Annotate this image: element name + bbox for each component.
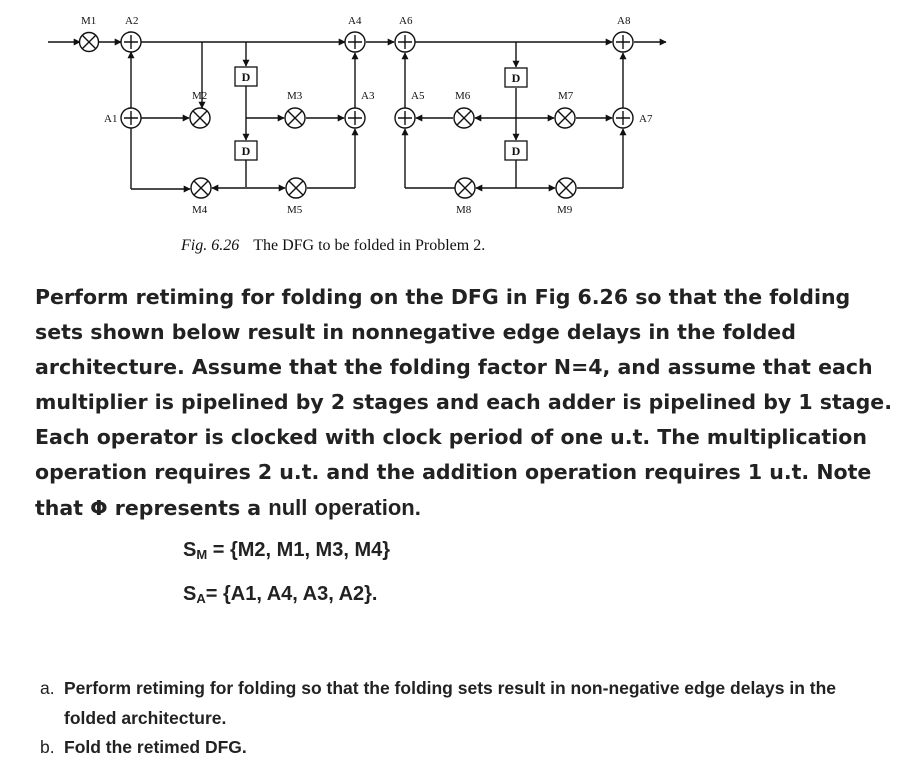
label-m7: M7 — [558, 90, 574, 102]
problem-text: Perform retiming for folding on the DFG in Fig 6.26 so that the folding sets shown below result in nonnegative edge delays in the folded architecture. Assume that the folding factor N=4, and assume that each multiplier is pipelined by 2 stages and each adder is pipelined by 1 stage. Each operator is clocked with clock period of one u.t. The multiplication operation requires 2 u.t. and the addition operation requires 1 u.t. Note that — [35, 285, 892, 520]
set-letter: S — [183, 583, 197, 605]
problem-text-end: represents a — [114, 496, 262, 520]
multiplier-node-m3 — [285, 108, 305, 128]
multiplier-node-m9 — [556, 178, 576, 198]
set-letter: S — [183, 539, 197, 561]
task-text: Perform retiming for folding so that the folding sets result in non-negative edge delays in the — [64, 678, 837, 698]
multiplier-node-m8 — [455, 178, 475, 198]
label-a1: A1 — [104, 113, 118, 125]
label-a4: A4 — [348, 15, 362, 27]
svg-text:D: D — [241, 70, 251, 84]
label-m4: M4 — [192, 204, 208, 216]
multiplier-node-m5 — [286, 178, 306, 198]
label-m3: M3 — [287, 90, 303, 102]
adder-node-a3 — [345, 108, 365, 128]
svg-text:D: D — [511, 144, 521, 158]
problem-statement — [35, 280, 900, 526]
adder-node-a7 — [613, 108, 633, 128]
dfg-diagram — [0, 0, 910, 230]
label-m2: M2 — [192, 90, 208, 102]
delay-box — [505, 68, 527, 87]
folding-set-multipliers — [183, 539, 390, 562]
folding-set-adders — [183, 583, 377, 606]
operation-word: operation. — [314, 495, 421, 520]
label-m1: M1 — [81, 15, 97, 27]
adder-node-a2 — [121, 32, 141, 52]
task-list — [40, 674, 905, 763]
adder-node-a4 — [345, 32, 365, 52]
label-m6: M6 — [455, 90, 471, 102]
null-word: null — [268, 495, 308, 520]
adder-node-a1 — [121, 108, 141, 128]
task-item — [40, 674, 905, 733]
multiplier-node-m2 — [190, 108, 210, 128]
adder-node-a5 — [395, 108, 415, 128]
label-a2: A2 — [125, 15, 139, 27]
multiplier-node-m4 — [191, 178, 211, 198]
task-marker: a. — [40, 678, 55, 698]
multiplier-node-m6 — [454, 108, 474, 128]
label-a3: A3 — [361, 90, 375, 102]
label-a6: A6 — [399, 15, 413, 27]
task-text: Fold the retimed DFG. — [64, 737, 247, 757]
delay-box — [235, 67, 257, 86]
label-m8: M8 — [456, 204, 472, 216]
label-a8: A8 — [617, 15, 631, 27]
figure-number: Fig. 6.26 — [181, 237, 240, 254]
set-members: = {A1, A4, A3, A2}. — [205, 583, 378, 605]
set-members: = {M2, M1, M3, M4} — [207, 539, 391, 561]
task-item — [40, 733, 905, 763]
delay-box — [235, 141, 257, 160]
label-a5: A5 — [411, 90, 425, 102]
adder-node-a8 — [613, 32, 633, 52]
set-subscript: A — [196, 591, 206, 606]
label-m9: M9 — [557, 204, 573, 216]
multiplier-node-m7 — [555, 108, 575, 128]
svg-text:D: D — [511, 71, 521, 85]
adder-node-a6 — [395, 32, 415, 52]
multiplier-node-m1 — [80, 33, 99, 52]
set-subscript: M — [196, 547, 208, 562]
task-continuation: folded architecture. — [64, 707, 227, 728]
label-a7: A7 — [639, 113, 653, 125]
svg-text:D: D — [241, 144, 251, 158]
delay-box — [505, 141, 527, 160]
phi-symbol: Φ — [90, 496, 108, 520]
label-m5: M5 — [287, 204, 303, 216]
figure-caption — [181, 237, 485, 255]
figure-caption-text: The DFG to be folded in Problem 2. — [253, 237, 486, 254]
task-marker: b. — [40, 737, 55, 757]
